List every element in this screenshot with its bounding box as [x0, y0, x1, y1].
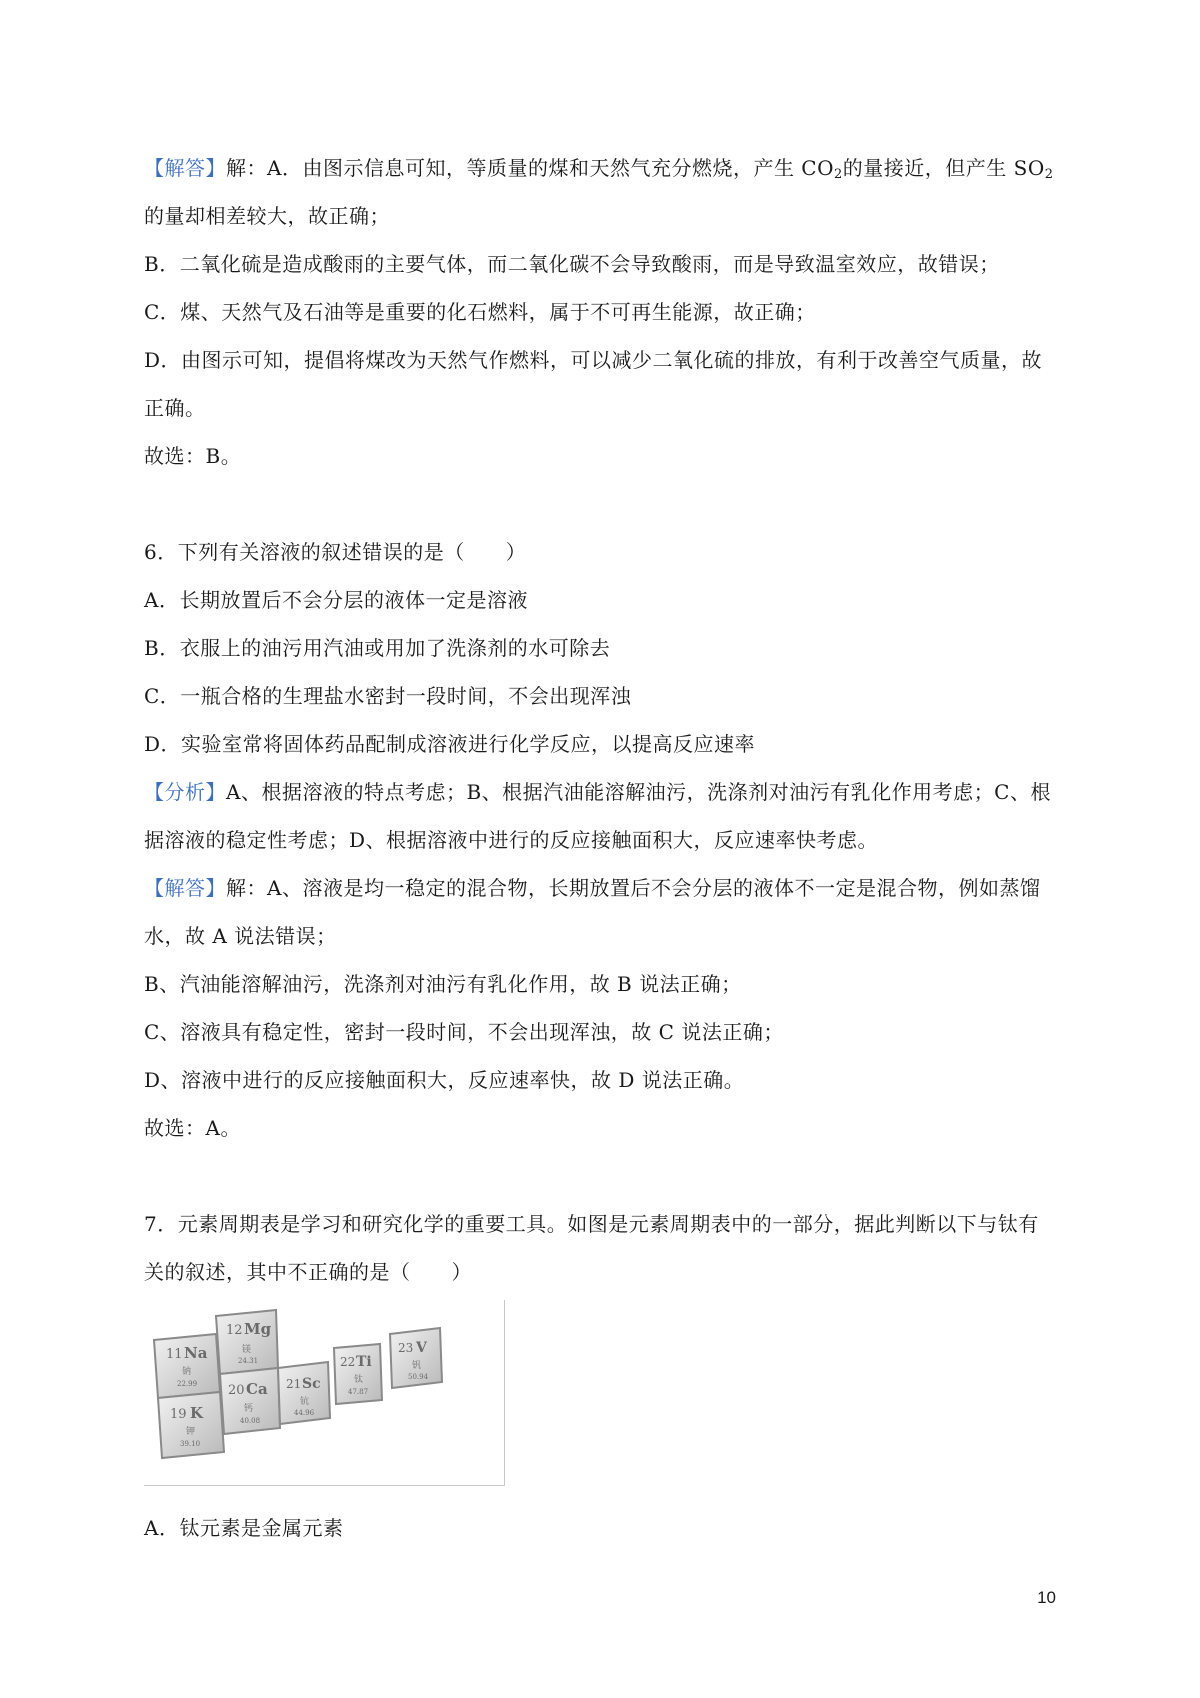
svg-text:钠: 钠 [182, 1367, 192, 1377]
q7-stem-line-2: 关的叙述，其中不正确的是（ ） [144, 1260, 472, 1284]
svg-text:22.99: 22.99 [177, 1380, 198, 1388]
q6-option-c: C．一瓶合格的生理盐水密封一段时间，不会出现浑浊 [144, 684, 632, 708]
q6-option-a: A．长期放置后不会分层的液体一定是溶液 [144, 588, 528, 612]
element-cell-mg [216, 1310, 278, 1374]
q5-answer-line-1: 【解答】解：A．由图示信息可知，等质量的煤和天然气充分燃烧，产生 $CO_2$的量接近，但产生 $SO_2$ [144, 156, 1054, 182]
svg-text:V: V [416, 1340, 427, 1356]
svg-text:23: 23 [398, 1341, 414, 1355]
q7-stem-line-1: 7．元素周期表是学习和研究化学的重要工具。如图是元素周期表中的一部分，据此判断以下与钛有 [144, 1212, 1039, 1236]
element-cell-sc [278, 1362, 330, 1424]
q5-answer-line-4: C．煤、天然气及石油等是重要的化石燃料，属于不可再生能源，故正确； [144, 300, 816, 324]
q5-answer-line-3: B．二氧化硫是造成酸雨的主要气体，而二氧化碳不会导致酸雨，而是导致温室效应，故错误； [144, 252, 1000, 276]
q6-answer-line-5: D、溶液中进行的反应接触面积大，反应速率快，故 D 说法正确。 [144, 1068, 745, 1092]
svg-text:Na: Na [184, 1344, 208, 1362]
svg-text:47.87: 47.87 [348, 1388, 369, 1396]
element-cell-na [154, 1334, 220, 1398]
q6-answer-line-2: 水，故 A 说法错误； [144, 924, 337, 948]
q5-answer-line-6: 正确。 [144, 396, 206, 420]
svg-text:19: 19 [170, 1407, 187, 1422]
svg-text:镁: 镁 [242, 1345, 252, 1355]
answer-tag: 【解答】 [144, 156, 226, 180]
svg-text:Ca: Ca [246, 1380, 268, 1398]
q5-answer-line-5: D．由图示可知，提倡将煤改为天然气作燃料，可以减少二氧化硫的排放，有利于改善空气质量，故 [144, 348, 1043, 372]
svg-text:22: 22 [340, 1355, 356, 1369]
q6-option-d: D．实验室常将固体药品配制成溶液进行化学反应，以提高反应速率 [144, 732, 756, 756]
q6-choice: 故选：A。 [144, 1116, 241, 1140]
svg-text:钙: 钙 [244, 1404, 254, 1414]
svg-text:20: 20 [228, 1383, 245, 1398]
q6-answer-line-1: 【解答】解：A、溶液是均一稳定的混合物，长期放置后不会分层的液体不一定是混合物，例如蒸馏 [144, 876, 1041, 900]
svg-text:Ti: Ti [356, 1354, 372, 1370]
svg-text:44.96: 44.96 [294, 1409, 315, 1417]
periodic-table-figure [144, 1300, 505, 1486]
svg-text:K: K [190, 1404, 204, 1422]
svg-text:40.08: 40.08 [240, 1417, 261, 1425]
element-cell-ca [220, 1368, 280, 1434]
q5-choice: 故选：B。 [144, 444, 242, 468]
q6-stem: 6．下列有关溶液的叙述错误的是（ ） [144, 540, 527, 564]
svg-text:11: 11 [166, 1347, 183, 1362]
q6-analysis-line-2: 据溶液的稳定性考虑；D、根据溶液中进行的反应接触面积大，反应速率快考虑。 [144, 828, 879, 852]
element-cell-v [390, 1328, 442, 1388]
svg-text:21: 21 [286, 1377, 302, 1391]
svg-text:钪: 钪 [300, 1397, 310, 1407]
svg-text:39.10: 39.10 [180, 1440, 201, 1448]
svg-text:Sc: Sc [302, 1376, 321, 1392]
svg-text:Mg: Mg [244, 1320, 272, 1338]
q5-answer-line-2: 的量却相差较大，故正确； [144, 204, 390, 228]
q6-answer-line-4: C、溶液具有稳定性，密封一段时间，不会出现浑浊，故 C 说法正确； [144, 1020, 784, 1044]
svg-text:钾: 钾 [186, 1427, 196, 1437]
q6-answer-line-3: B、汽油能溶解油污，洗涤剂对油污有乳化作用，故 B 说法正确； [144, 972, 742, 996]
svg-text:钛: 钛 [354, 1375, 364, 1385]
svg-text:24.31: 24.31 [238, 1357, 259, 1365]
q6-analysis-line-1: 【分析】A、根据溶液的特点考虑；B、根据汽油能溶解油污，洗涤剂对油污有乳化作用考虑；C、根 [144, 780, 1051, 804]
page-number: 10 [1037, 1588, 1056, 1607]
svg-text:50.94: 50.94 [408, 1373, 429, 1381]
q6-option-b: B．衣服上的油污用汽油或用加了洗涤剂的水可除去 [144, 636, 611, 660]
answer-tag: 【解答】 [144, 876, 226, 900]
element-cell-k [158, 1392, 224, 1458]
element-cell-ti [334, 1344, 382, 1404]
svg-text:钒: 钒 [412, 1361, 422, 1371]
svg-text:12: 12 [226, 1323, 243, 1338]
q7-option-a: A．钛元素是金属元素 [144, 1516, 344, 1540]
analysis-tag: 【分析】 [144, 780, 226, 804]
